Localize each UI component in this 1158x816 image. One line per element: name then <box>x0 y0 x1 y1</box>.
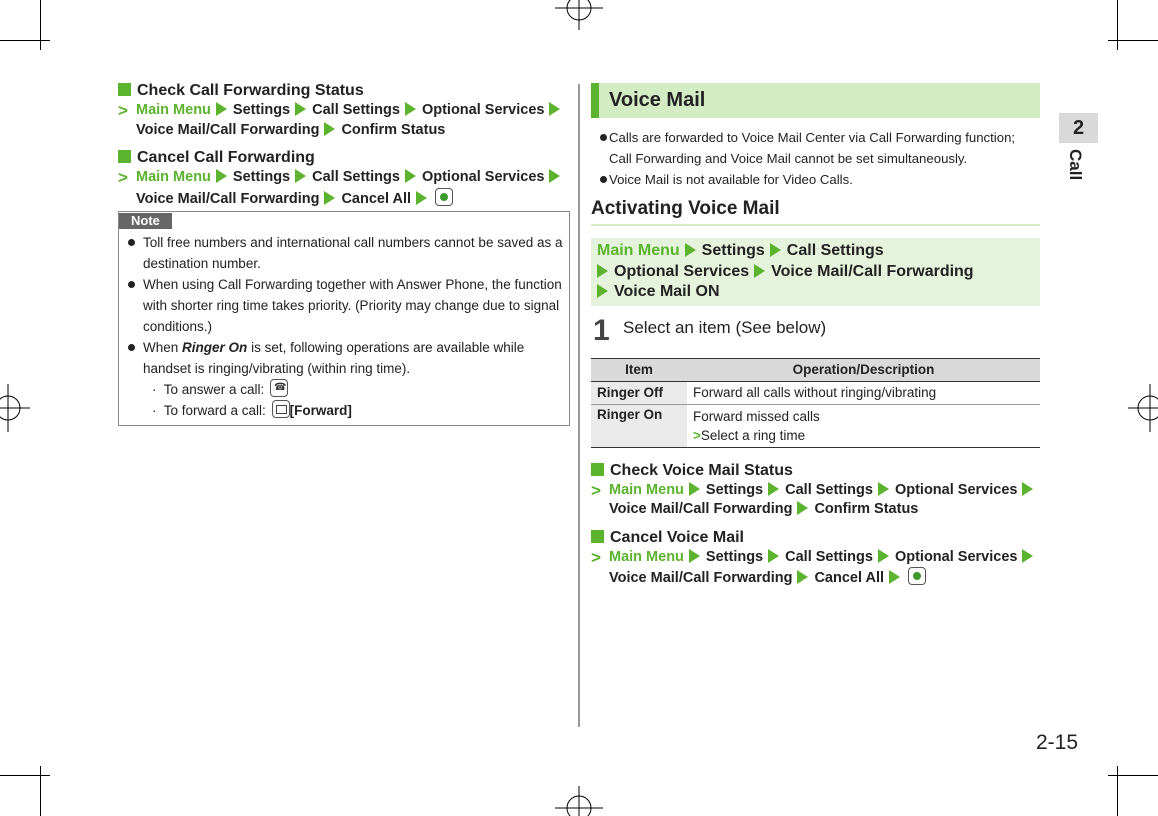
table-cell-desc: Forward all calls without ringing/vibrating <box>693 385 937 400</box>
table-cell-item: Ringer On <box>591 404 687 447</box>
note-sub-answer: · To answer a call: ☎ <box>119 379 569 400</box>
check-voicemail-steps: > Main Menu Settings Call Settings Optional Services Voice Mail/Call Forwarding Confirm Status <box>591 481 1040 520</box>
column-divider <box>578 84 580 727</box>
note-item-ringer: When Ringer On is set, following operations are available while handset is ringing/vibrating (within ring time). <box>119 337 569 379</box>
chapter-tab <box>1059 113 1098 181</box>
page-number: 2-15 <box>1036 731 1079 754</box>
center-key-icon <box>435 188 453 206</box>
right-column <box>591 83 1040 589</box>
intro-bullet: Calls are forwarded to Voice Mail Center via Call Forwarding function; Call Forwarding and Voice Mail cannot be set simultaneously. <box>591 127 1040 169</box>
note-item: Toll free numbers and international call numbers cannot be saved as a destination number. <box>119 232 569 274</box>
step-1 <box>591 314 1040 356</box>
section-title: Voice Mail <box>609 89 706 111</box>
mail-key-icon <box>272 400 290 418</box>
cancel-forwarding-heading: Cancel Call Forwarding <box>118 149 570 167</box>
table-cell-desc: Forward missed calls >Select a ring time <box>693 408 820 443</box>
center-key-icon <box>908 567 926 585</box>
check-forwarding-heading: Check Call Forwarding Status <box>118 82 570 100</box>
note-item: When using Call Forwarding together with Answer Phone, the function with shorter ring time takes priority. (Priority may change due to signal conditions.) <box>119 274 569 337</box>
table-row <box>591 381 1040 404</box>
step-text: Select an item (See below) <box>623 317 827 337</box>
chapter-label: Call <box>1066 149 1085 181</box>
table-header: Item <box>625 362 653 377</box>
intro-bullet: Voice Mail is not available for Video Calls. <box>591 169 1040 190</box>
activating-heading: Activating Voice Mail <box>591 198 1040 226</box>
left-column <box>118 82 570 426</box>
step-number: 1 <box>593 313 610 347</box>
note-sub-forward: · To forward a call: [Forward] <box>119 400 569 421</box>
chevron-icon: > <box>591 547 601 567</box>
chevron-icon: > <box>118 168 128 187</box>
table-header: Operation/Description <box>792 362 935 377</box>
cancel-forwarding-steps: > Main Menu Settings Call Settings Optional Services Voice Mail/Call Forwarding Cancel All <box>118 168 570 209</box>
table-cell-item: Ringer Off <box>591 381 687 404</box>
section-title-bar <box>591 83 1040 118</box>
note-box <box>118 211 570 426</box>
ringer-table <box>591 358 1040 448</box>
chevron-icon: > <box>591 480 601 500</box>
chapter-number: 2 <box>1059 113 1098 143</box>
chevron-icon: > <box>118 101 128 120</box>
cancel-voicemail-steps: > Main Menu Settings Call Settings Optional Services Voice Mail/Call Forwarding Cancel All <box>591 548 1040 589</box>
table-row <box>591 404 1040 447</box>
check-voicemail-heading: Check Voice Mail Status <box>591 462 1040 480</box>
send-key-icon: ☎ <box>270 379 288 397</box>
table-header-row <box>591 358 1040 381</box>
activating-path: Main Menu Settings Call Settings Optional Services Voice Mail/Call Forwarding Voice Mail ON <box>591 238 1040 306</box>
note-label: Note <box>119 213 172 229</box>
check-forwarding-steps: > Main Menu Settings Call Settings Optional Services Voice Mail/Call Forwarding Confirm Status <box>118 101 570 140</box>
cancel-voicemail-heading: Cancel Voice Mail <box>591 529 1040 547</box>
